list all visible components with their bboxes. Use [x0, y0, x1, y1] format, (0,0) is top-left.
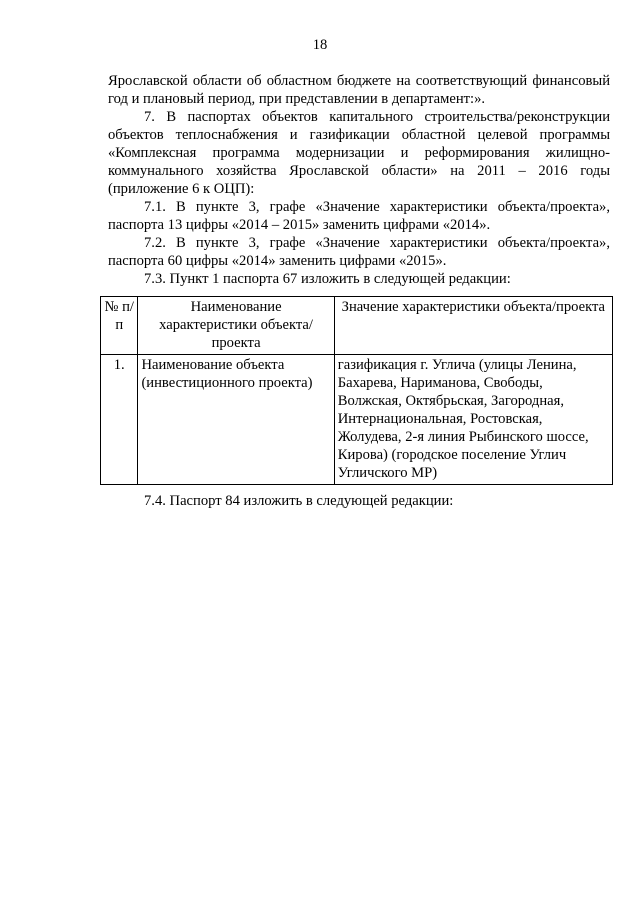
cell-num: 1.: [101, 355, 138, 485]
cell-name: Наименование объекта (инвестиционного проекта): [138, 355, 334, 485]
paragraph-item-7-4: 7.4. Паспорт 84 изложить в следующей редакции:: [144, 493, 454, 509]
header-num: № п/п: [101, 297, 138, 355]
header-name: Наименование характеристики объекта/проекта: [138, 297, 334, 355]
page-number: 18: [312, 37, 328, 53]
paragraph-item-7: 7. В паспортах объектов капитального строительства/реконструкции объектов теплоснабжения и газификации областной целевой программы «Комплексная программа модернизации и реформирования жилищно-коммунального хозяйства Ярославской области» на 2011 – 2016 годы (приложение 6 к ОЦП):: [108, 109, 610, 197]
body-text: [108, 72, 610, 288]
table-header-row: [101, 297, 613, 355]
cell-value: газификация г. Углича (улицы Ленина, Бахарева, Нариманова, Свободы, Волжская, Октябрьская, Загородная, Интернациональная, Ростовская, Жолудева, 2-я линия Рыбинского шоссе, Кирова) (городское поселение Углич Угличского МР): [334, 355, 612, 485]
table-row: [101, 355, 613, 485]
paragraph-item-7-3: 7.3. Пункт 1 паспорта 67 изложить в следующей редакции:: [144, 271, 511, 287]
paragraph-intro: Ярославской области об областном бюджете на соответствующий финансовый год и плановый период, при представлении в департамент:».: [108, 73, 610, 107]
header-value: Значение характеристики объекта/проекта: [334, 297, 612, 355]
after-table-text: [108, 492, 610, 510]
passport-table: [100, 296, 613, 485]
paragraph-item-7-1: 7.1. В пункте 3, графе «Значение характеристики объекта/проекта», паспорта 13 цифры «2014 – 2015» заменить цифрами «2014».: [108, 199, 610, 233]
paragraph-item-7-2: 7.2. В пункте 3, графе «Значение характеристики объекта/проекта», паспорта 60 цифры «2014» заменить цифрами «2015».: [108, 235, 610, 269]
